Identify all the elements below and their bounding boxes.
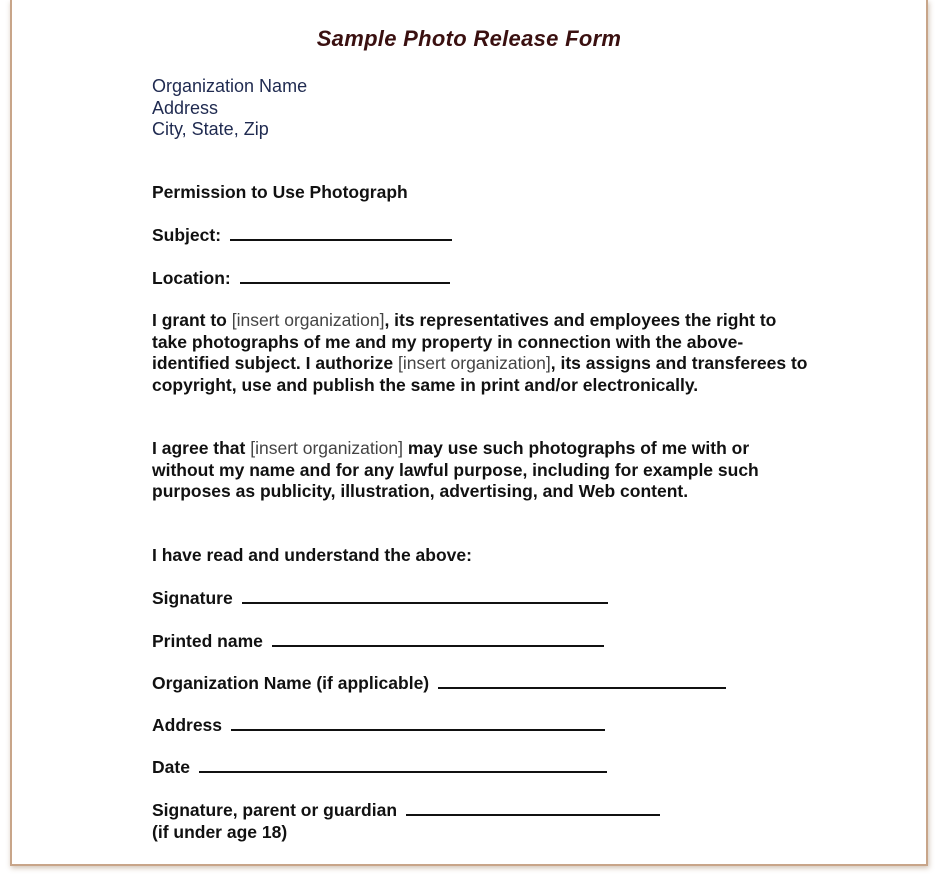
- grant-text-3: , its assigns and transferees to copyright, use and publish the same in print and/or electronically.: [152, 353, 808, 395]
- location-label: Location:: [152, 268, 231, 288]
- org-placeholder-2: [insert organization]: [398, 353, 551, 373]
- document-page: [10, 0, 928, 866]
- signature-blank[interactable]: [242, 588, 608, 604]
- guardian-signature-label: Signature, parent or guardian: [152, 800, 398, 820]
- location-blank[interactable]: [240, 268, 450, 284]
- organization-city-state-zip: City, State, Zip: [152, 119, 269, 139]
- org-name-row: [152, 673, 726, 694]
- organization-block: [152, 76, 307, 141]
- address-label: Address: [152, 715, 223, 735]
- org-name-label: Organization Name (if applicable): [152, 673, 430, 693]
- subject-blank[interactable]: [230, 225, 452, 241]
- location-row: [152, 268, 450, 289]
- subject-label: Subject:: [152, 225, 222, 245]
- organization-name: Organization Name: [152, 76, 308, 96]
- grant-paragraph: [152, 310, 812, 396]
- agree-text-1: I agree that: [152, 438, 251, 458]
- subject-row: [152, 225, 452, 246]
- org-placeholder-3: [insert organization]: [250, 438, 403, 458]
- agree-paragraph: [152, 438, 812, 503]
- guardian-signature-blank[interactable]: [406, 800, 660, 816]
- address-blank[interactable]: [231, 715, 605, 731]
- grant-text-2: , its representatives and employees the right to take photographs of me and my property in connection with the above-identified subject. I authorize: [152, 310, 777, 373]
- printed-name-blank[interactable]: [272, 631, 604, 647]
- date-row: [152, 757, 607, 778]
- org-name-blank[interactable]: [438, 673, 726, 689]
- acknowledge-text: I have read and understand the above:: [152, 545, 472, 565]
- grant-text-1: I grant to: [152, 310, 232, 330]
- permission-heading: Permission to Use Photograph: [152, 182, 408, 202]
- signature-label: Signature: [152, 588, 233, 608]
- guardian-signature-row: [152, 800, 660, 821]
- signature-row: [152, 588, 608, 609]
- form-title: Sample Photo Release Form: [316, 26, 622, 51]
- org-placeholder-1: [insert organization]: [231, 310, 385, 330]
- printed-name-row: [152, 631, 604, 652]
- printed-name-label: Printed name: [152, 631, 263, 651]
- date-blank[interactable]: [199, 757, 607, 773]
- address-row: [152, 715, 605, 736]
- guardian-note: (if under age 18): [152, 822, 288, 842]
- organization-address: Address: [152, 97, 219, 118]
- date-label: Date: [152, 757, 190, 777]
- agree-text-2: may use such photographs of me with or without my name and for any lawful purpose, including for example such purposes as publicity, illustration, advertising, and Web content.: [152, 438, 759, 501]
